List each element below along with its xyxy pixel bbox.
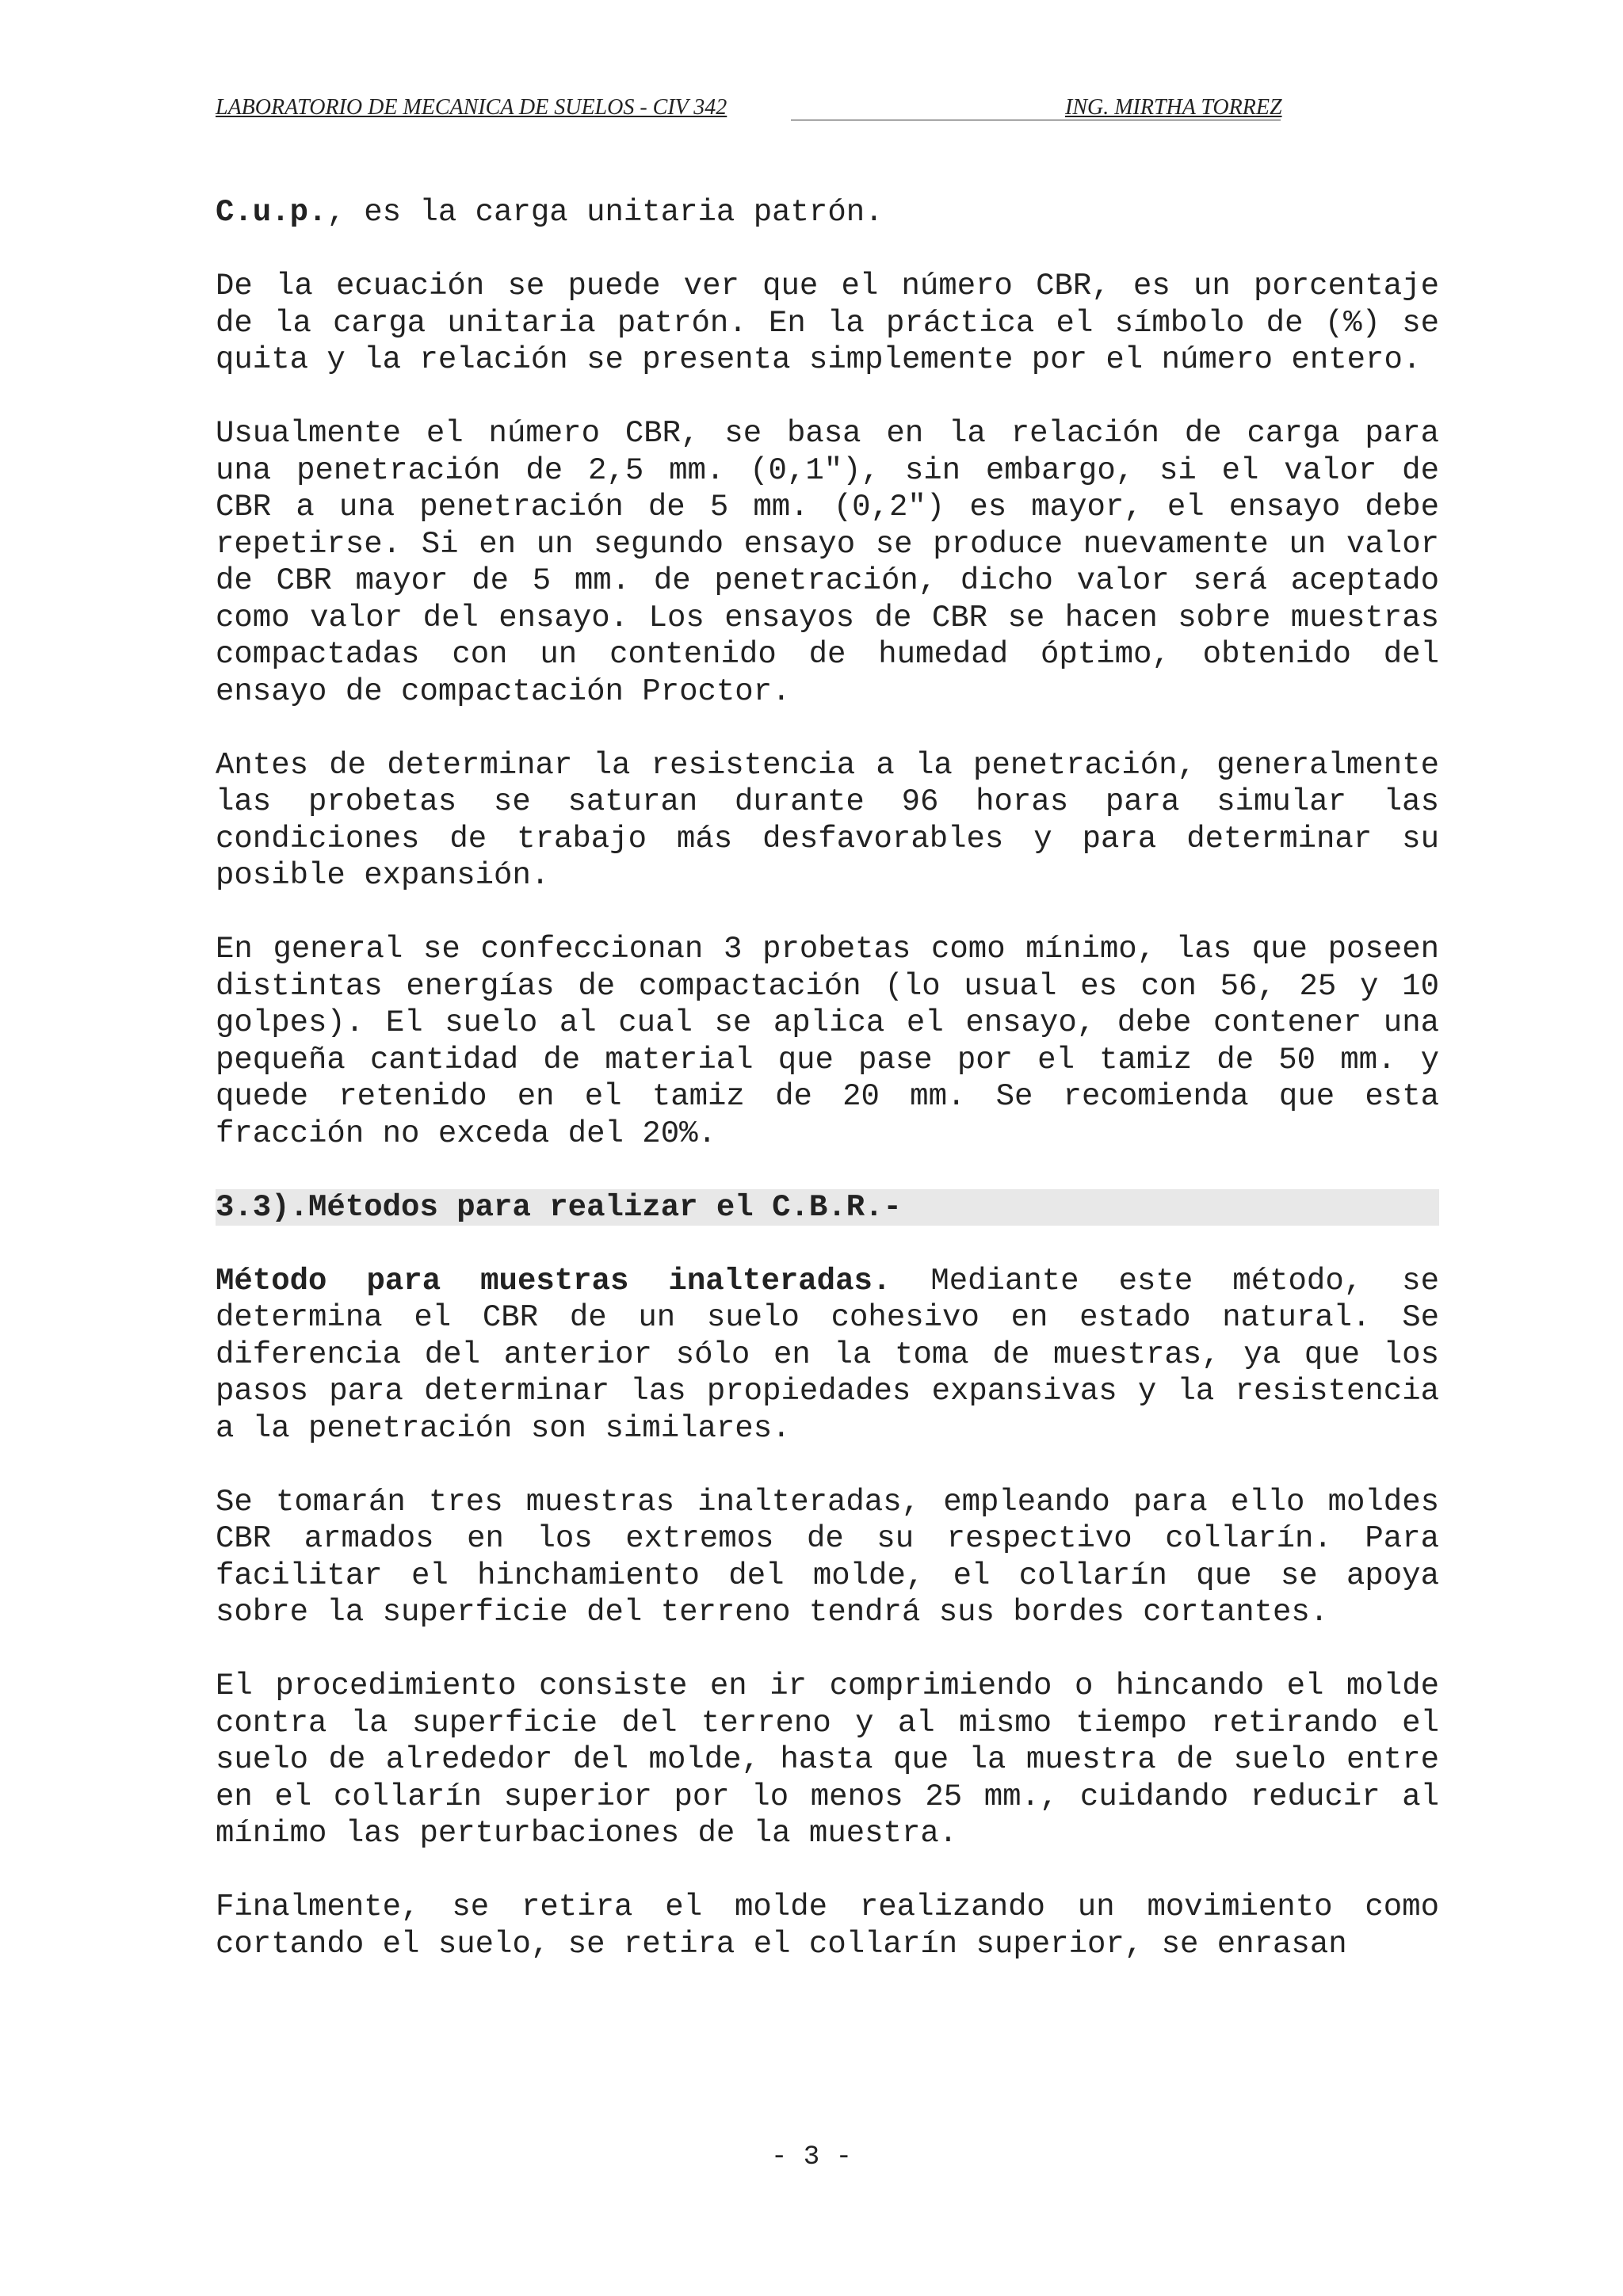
term-undisturbed-method: Método para muestras inalteradas. <box>216 1263 892 1299</box>
document-body <box>216 194 1439 2000</box>
header-author: ING. MIRTHA TORREZ <box>1065 95 1282 120</box>
paragraph-undisturbed-method <box>216 1263 1439 1447</box>
header-course-title: LABORATORIO DE MECANICA DE SUELOS - CIV 342 <box>216 95 727 120</box>
paragraph-cup-definition <box>216 194 1439 231</box>
paragraph-cbr-penetration: Usualmente el número CBR, se basa en la relación de carga para una penetración de 2,5 mm. (0,1"), sin embargo, si el valor de CBR a una penetración de 5 mm. (0,2") es mayor, el ensayo debe repetirse. Si en un segundo ensayo se produce nuevamente un valor de CBR mayor de 5 mm. de penetración, dicho valor será aceptado como valor del ensayo. Los ensayos de CBR se hacen sobre muestras compactadas con un contenido de humedad óptimo, obtenido del ensayo de compactación Proctor. <box>216 416 1439 709</box>
term-cup: C.u.p. <box>216 195 327 230</box>
paragraph-saturation: Antes de determinar la resistencia a la penetración, generalmente las probetas se saturan durante 96 horas para simular las condiciones de trabajo más desfavorables y para determinar su posible expansión. <box>216 747 1439 893</box>
cup-definition-text: , es la carga unitaria patrón. <box>327 195 884 230</box>
paragraph-finalization: Finalmente, se retira el molde realizando un movimiento como cortando el suelo, se retira el collarín superior, se enrasan <box>216 1890 1439 1962</box>
undisturbed-method-text: Mediante este método, se determina el CBR de un suelo cohesivo en estado natural. Se diferencia del anterior sólo en la toma de muestras, ya que los pasos para determinar las propiedades expansivas y la resistencia a la penetración son similares. <box>216 1263 1439 1446</box>
page-number: - 3 - <box>770 2142 853 2172</box>
paragraph-procedure: El procedimiento consiste en ir comprimiendo o hincando el molde contra la superficie del terreno y al mismo tiempo retirando el suelo de alrededor del molde, hasta que la muestra de suelo entre en el collarín superior por lo menos 25 mm., cuidando reducir al mínimo las perturbaciones de la muestra. <box>216 1669 1439 1851</box>
paragraph-cbr-percentage: De la ecuación se puede ver que el número CBR, es un porcentaje de la carga unitaria patrón. En la práctica el símbolo de (%) se quita y la relación se presenta simplemente por el número entero. <box>216 269 1439 377</box>
page-header <box>216 95 1301 127</box>
paragraph-sample-collection: Se tomarán tres muestras inalteradas, empleando para ello moldes CBR armados en los extremos de su respectivo collarín. Para facilitar el hinchamiento del molde, el collarín que se apoya sobre la superficie del terreno tendrá sus bordes cortantes. <box>216 1484 1439 1630</box>
section-heading-methods: 3.3).Métodos para realizar el C.B.R.- <box>216 1189 1439 1226</box>
paragraph-specimens: En general se confeccionan 3 probetas como mínimo, las que poseen distintas energías de compactación (lo usual es con 56, 25 y 10 golpes). El suelo al cual se aplica el ensayo, debe contener una pequeña cantidad de material que pase por el tamiz de 50 mm. y quede retenido en el tamiz de 20 mm. Se recomienda que esta fracción no exceda del 20%. <box>216 932 1439 1151</box>
